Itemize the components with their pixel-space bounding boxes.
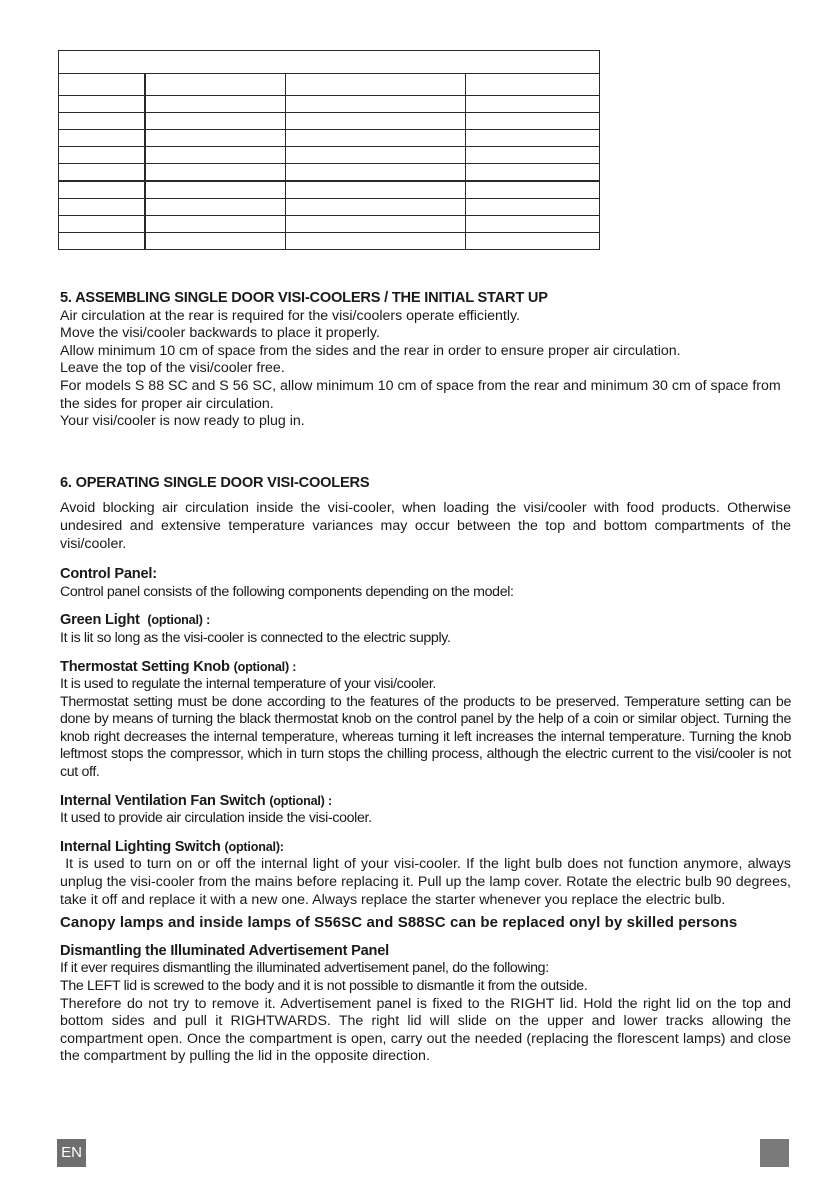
spec-table [58, 50, 600, 250]
table-row [59, 147, 600, 164]
dismantling-block [60, 943, 791, 1066]
lighting-switch-title [60, 839, 791, 857]
language-badge: EN [57, 1139, 86, 1167]
dismantling-text: Therefore do not try to remove it. Advertisement panel is fixed to the RIGHT lid. Hold the right lid on the top and bottom sides and pull it RIGHTWARDS. The right lid will slide on the upper and lower tracks allowing the compartment open. Once the compartment is open, carry out the needed (replacing the florescent lamps) and close the compartment by pulling the lid in the opposite direction. [60, 995, 791, 1065]
table-cell [145, 164, 286, 182]
table-cell [59, 181, 145, 199]
text-line: Leave the top of the visi/cooler free. [60, 360, 285, 377]
table-cell [59, 130, 145, 147]
table-cell [286, 74, 466, 96]
table-cell [286, 113, 466, 130]
table-cell [286, 147, 466, 164]
table-cell [59, 74, 145, 96]
table-cell [145, 199, 286, 216]
table-row [59, 113, 600, 130]
thermostat-label: Thermostat Setting Knob [60, 658, 230, 675]
table-cell [466, 164, 600, 182]
table-cell [145, 96, 286, 113]
lighting-switch-label: Internal Lighting Switch [60, 838, 221, 855]
page-number-box [760, 1139, 789, 1167]
table-row [59, 164, 600, 182]
text-line: Air circulation at the rear is required for the visi/coolers operate efficiently. [60, 307, 520, 324]
section-5-title: 5. ASSEMBLING SINGLE DOOR VISI-COOLERS / THE INITIAL START UP [60, 290, 548, 306]
control-panel-text: Control panel consists of the following components depending on the model: [60, 583, 514, 600]
control-panel-title: Control Panel: [60, 566, 157, 583]
control-panel-block [60, 566, 791, 601]
green-light-block [60, 612, 791, 647]
table-cell [286, 216, 466, 233]
table-row [59, 216, 600, 233]
table-cell [59, 199, 145, 216]
table-cell [286, 181, 466, 199]
table-cell [145, 216, 286, 233]
table-cell [466, 130, 600, 147]
text-line: For models S 88 SC and S 56 SC, allow minimum 10 cm of space from the rear and minimum 30 cm of space from the sides for proper air circulation. [60, 377, 781, 412]
table-row [59, 181, 600, 199]
table-cell [466, 233, 600, 250]
thermostat-block [60, 659, 791, 782]
table-cell [466, 113, 600, 130]
text-line: Your visi/cooler is now ready to plug in. [60, 413, 305, 430]
table-row [59, 199, 600, 216]
optional-tag: (optional) : [147, 613, 211, 628]
fan-switch-label: Internal Ventilation Fan Switch [60, 792, 266, 809]
dismantling-title: Dismantling the Illuminated Advertisement Panel [60, 942, 390, 959]
table-cell [286, 233, 466, 250]
table-cell [145, 130, 286, 147]
table-title [59, 51, 600, 74]
lamp-replacement-warning: Canopy lamps and inside lamps of S56SC and S88SC can be replaced onyl by skilled persons [60, 914, 738, 932]
table-row [59, 130, 600, 147]
thermostat-line: It is used to regulate the internal temperature of your visi/cooler. [60, 676, 437, 693]
table-title-row [59, 51, 600, 74]
table-cell [466, 74, 600, 96]
table-cell [286, 164, 466, 182]
table-cell [59, 233, 145, 250]
section-operating [60, 474, 795, 1066]
table-cell [286, 96, 466, 113]
text-line: Allow minimum 10 cm of space from the sides and the rear in order to ensure proper air circulation. [60, 342, 681, 359]
fan-switch-title [60, 793, 791, 811]
table-cell [286, 199, 466, 216]
table-cell [145, 233, 286, 250]
green-light-title [60, 612, 791, 630]
table-cell [466, 96, 600, 113]
table-cell [466, 199, 600, 216]
table-cell [59, 216, 145, 233]
section-6-title: 6. OPERATING SINGLE DOOR VISI-COOLERS [60, 474, 370, 491]
optional-tag: (optional) : [269, 793, 332, 808]
table-row [59, 74, 600, 96]
section-assembling [60, 290, 791, 431]
table-cell [145, 147, 286, 164]
table-row [59, 233, 600, 250]
table-cell [59, 113, 145, 130]
green-light-text: It is lit so long as the visi-cooler is connected to the electric supply. [60, 629, 451, 646]
lighting-switch-block [60, 838, 795, 909]
table-row [59, 96, 600, 113]
thermostat-title [60, 659, 791, 677]
green-light-label: Green Light [60, 612, 140, 629]
lighting-switch-text: It is used to turn on or off the internal light of your visi-cooler. If the light bulb does not function anymore, always unplug the visi-cooler from the mains before replacing it. Pull up the lamp cover. Rotate the electric bulb 90 degrees, take it off and replace it with a new one. Always replace the starter whenever you replace the electric bulb. [60, 856, 795, 908]
table-cell [466, 147, 600, 164]
fan-switch-block [60, 793, 791, 828]
optional-tag: (optional): [224, 839, 284, 854]
dismantling-line: If it ever requires dismantling the illuminated advertisement panel, do the following: [60, 960, 549, 977]
table-cell [59, 147, 145, 164]
fan-switch-text: It used to provide air circulation inside the visi-cooler. [60, 810, 372, 827]
thermostat-text: Thermostat setting must be done according to the features of the products to be preserved. Temperature setting can be done by means of turning the black thermostat knob on the control panel by the help of a coin or similar object. Turning the knob right decreases the internal temperature, whereas turning it left increases the internal temperature. Turning the knob leftmost stops the compressor, which in turn stops the chilling process, although the electric current to the visi/cooler is not cut off. [60, 693, 791, 781]
table-cell [145, 181, 286, 199]
table-cell [145, 113, 286, 130]
text-line: Move the visi/cooler backwards to place it properly. [60, 325, 380, 342]
table-cell [59, 164, 145, 182]
document-body [60, 290, 795, 1066]
optional-tag: (optional) : [233, 659, 297, 674]
table-cell [286, 130, 466, 147]
table-cell [466, 181, 600, 199]
table-cell [145, 74, 286, 96]
intro-paragraph: Avoid blocking air circulation inside the visi-cooler, when loading the visi/cooler with food products. Otherwise undesired and extensive temperature variances may occur between the top and bottom compartments of the visi/cooler. [60, 500, 791, 552]
dismantling-line: The LEFT lid is screwed to the body and it is not possible to dismantle it from the outside. [60, 978, 588, 994]
table-cell [466, 216, 600, 233]
table-cell [59, 96, 145, 113]
